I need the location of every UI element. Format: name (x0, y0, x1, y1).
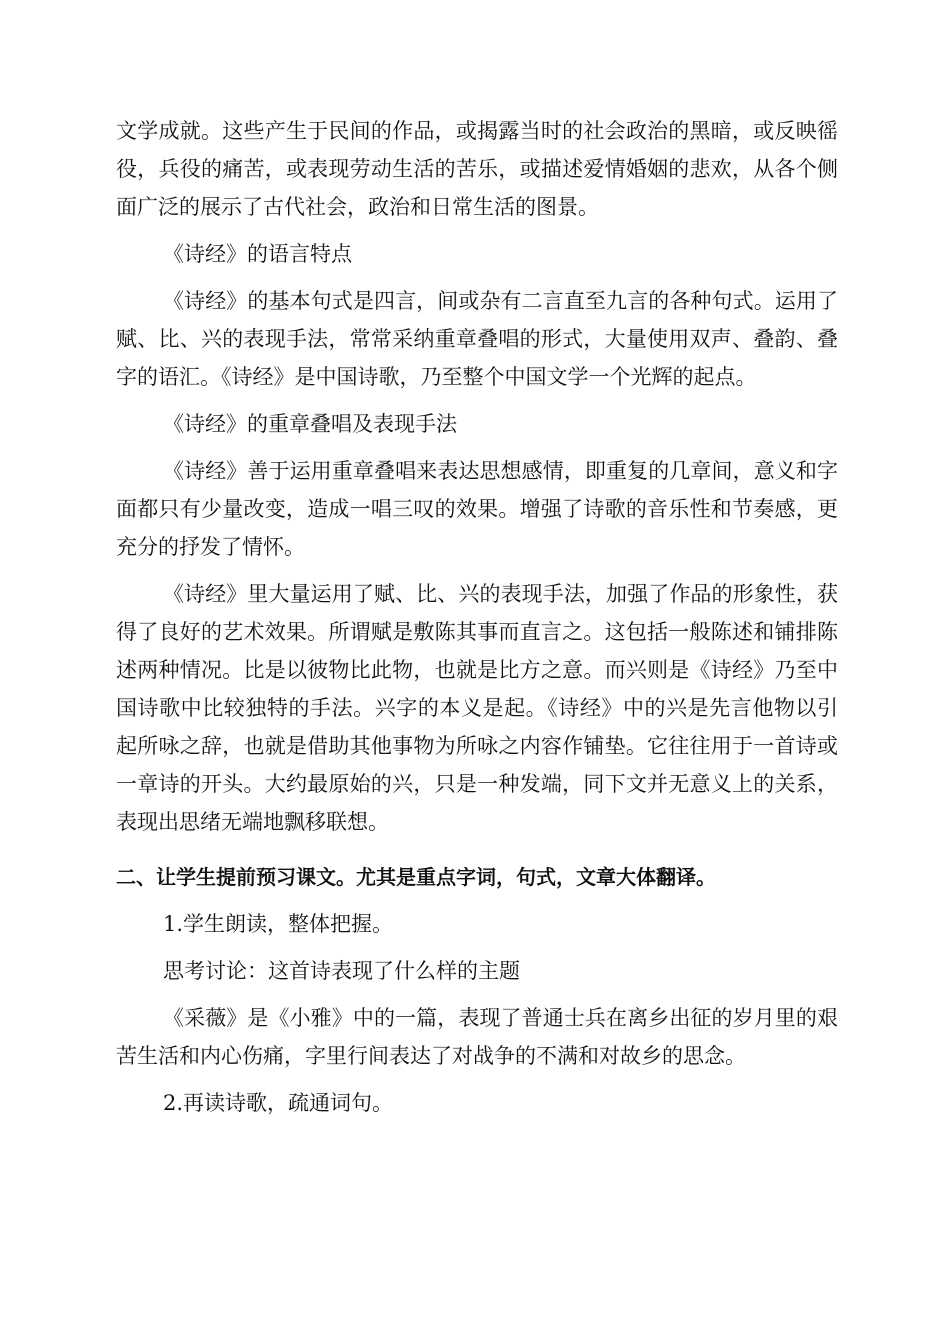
subheading-repetition-techniques: 《诗经》的重章叠唱及表现手法 (163, 412, 457, 436)
paragraph-language-features: 《诗经》的基本句式是四言，间或杂有二言直至九言的各种句式。运用了赋、比、兴的表现手法，常常采纳重章叠唱的形式，大量使用双声、叠韵、叠字的语汇。《诗经》是中国诗歌，乃至整个中国文学一个光辉的起点。 (116, 289, 838, 389)
discussion-question: 思考讨论：这首诗表现了什么样的主题 (163, 959, 520, 983)
document-page (116, 112, 838, 1122)
paragraph-fu-bi-xing: 《诗经》里大量运用了赋、比、兴的表现手法，加强了作品的形象性，获得了良好的艺术效果。所谓赋是敷陈其事而直言之。这包括一般陈述和铺排陈述两种情况。比是以彼物比此物，也就是比方之意。而兴则是《诗经》乃至中国诗歌中比较独特的手法。兴字的本义是起。《诗经》中的兴是先言他物以引起所咏之辞，也就是借助其他事物为所咏之内容作铺垫。它往往用于一首诗或一章诗的开头。大约最原始的兴，只是一种发端，同下文并无意义上的关系，表现出思绪无端地飘移联想。 (116, 582, 838, 834)
subheading-language-features: 《诗经》的语言特点 (163, 242, 352, 266)
step-1-read-aloud: 1.学生朗读，整体把握。 (163, 912, 394, 936)
paragraph-repetition: 《诗经》善于运用重章叠唱来表达思想感情，即重复的几章间，意义和字面都只有少量改变，造成一唱三叹的效果。增强了诗歌的音乐性和节奏感，更充分的抒发了情怀。 (116, 459, 838, 559)
paragraph-intro-continuation: 文学成就。这些产生于民间的作品，或揭露当时的社会政治的黑暗，或反映徭役，兵役的痛苦，或表现劳动生活的苦乐，或描述爱情婚姻的悲欢，从各个侧面广泛的展示了古代社会，政治和日常生活的图景。 (116, 119, 838, 219)
section-heading-2: 二、让学生提前预习课文。尤其是重点字词，句式，文章大体翻译。 (116, 865, 716, 889)
paragraph-caiwei-theme: 《采薇》是《小雅》中的一篇，表现了普通士兵在离乡出征的岁月里的艰苦生活和内心伤痛，字里行间表达了对战争的不满和对故乡的思念。 (116, 1006, 838, 1068)
step-2-reread: 2.再读诗歌，疏通词句。 (163, 1091, 394, 1115)
